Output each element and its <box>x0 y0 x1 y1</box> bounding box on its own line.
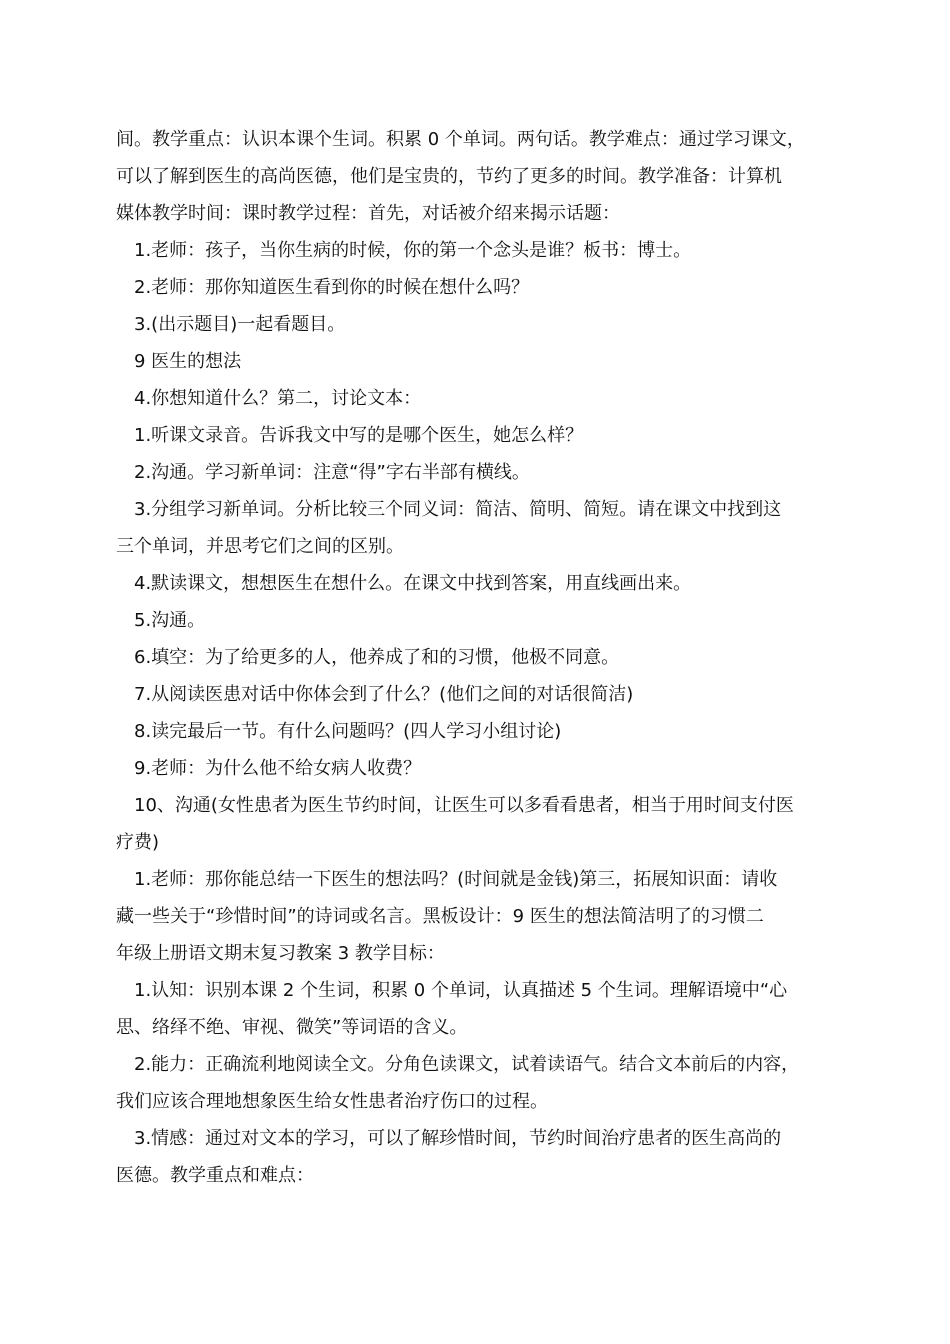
list-item: 2.能力：正确流利地阅读全文。分角色读课文，试着读语气。结合文本前后的内容， <box>134 1054 800 1075</box>
list-item: 1.认知：识别本课 2 个生词，积累 0 个单词，认真描述 5 个生词。理解语境中“心 <box>134 980 788 1001</box>
list-item: 4.你想知道什么？第二，讨论文本： <box>134 388 422 409</box>
text-line: 藏一些关于“珍惜时间”的诗词或名言。黑板设计：9 医生的想法简洁明了的习惯二 <box>116 906 764 927</box>
document-body <box>116 121 836 1194</box>
text-line: 我们应该合理地想象医生给女性患者治疗伤口的过程。 <box>116 1091 548 1112</box>
list-item: 6.填空：为了给更多的人，他养成了和的习惯，他极不同意。 <box>134 647 620 668</box>
list-item: 1.听课文录音。告诉我文中写的是哪个医生，她怎么样？ <box>134 425 584 446</box>
text-line: 三个单词，并思考它们之间的区别。 <box>116 536 404 557</box>
list-item: 8.读完最后一节。有什么问题吗？(四人学习小组讨论) <box>134 721 562 742</box>
lesson-title: 9 医生的想法 <box>134 351 242 372</box>
text-line: 疗费) <box>116 832 160 853</box>
list-item: 1.老师：那你能总结一下医生的想法吗？(时间就是金钱)第三，拓展知识面：请收 <box>134 869 778 890</box>
list-item: 5.沟通。 <box>134 610 206 631</box>
list-item: 10、沟通(女性患者为医生节约时间，让医生可以多看看患者，相当于用时间支付医 <box>134 795 794 816</box>
text-line: 年级上册语文期末复习教案 3 教学目标： <box>116 943 445 964</box>
text-line: 医德。教学重点和难点： <box>116 1165 314 1186</box>
list-item: 4.默读课文，想想医生在想什么。在课文中找到答案，用直线画出来。 <box>134 573 692 594</box>
list-item: 2.沟通。学习新单词：注意“得”字右半部有横线。 <box>134 462 530 483</box>
text-line: 可以了解到医生的高尚医德，他们是宝贵的，节约了更多的时间。教学准备：计算机 <box>116 166 782 187</box>
list-item: 1.老师：孩子，当你生病的时候，你的第一个念头是谁？板书：博士。 <box>134 240 692 261</box>
list-item: 3.情感：通过对文本的学习，可以了解珍惜时间，节约时间治疗患者的医生高尚的 <box>134 1128 782 1149</box>
list-item: 3.分组学习新单词。分析比较三个同义词：简洁、简明、简短。请在课文中找到这 <box>134 499 782 520</box>
list-item: 9.老师：为什么他不给女病人收费？ <box>134 758 422 779</box>
text-line: 间。教学重点：认识本课个生词。积累 0 个单词。两句话。教学难点：通过学习课文， <box>116 129 805 150</box>
text-line: 媒体教学时间：课时教学过程：首先，对话被介绍来揭示话题： <box>116 203 620 224</box>
list-item: 3.(出示题目)一起看题目。 <box>134 314 346 335</box>
list-item: 2.老师：那你知道医生看到你的时候在想什么吗？ <box>134 277 530 298</box>
text-line: 思、络绎不绝、审视、微笑”等词语的含义。 <box>116 1017 468 1038</box>
list-item: 7.从阅读医患对话中你体会到了什么？(他们之间的对话很简洁) <box>134 684 634 705</box>
